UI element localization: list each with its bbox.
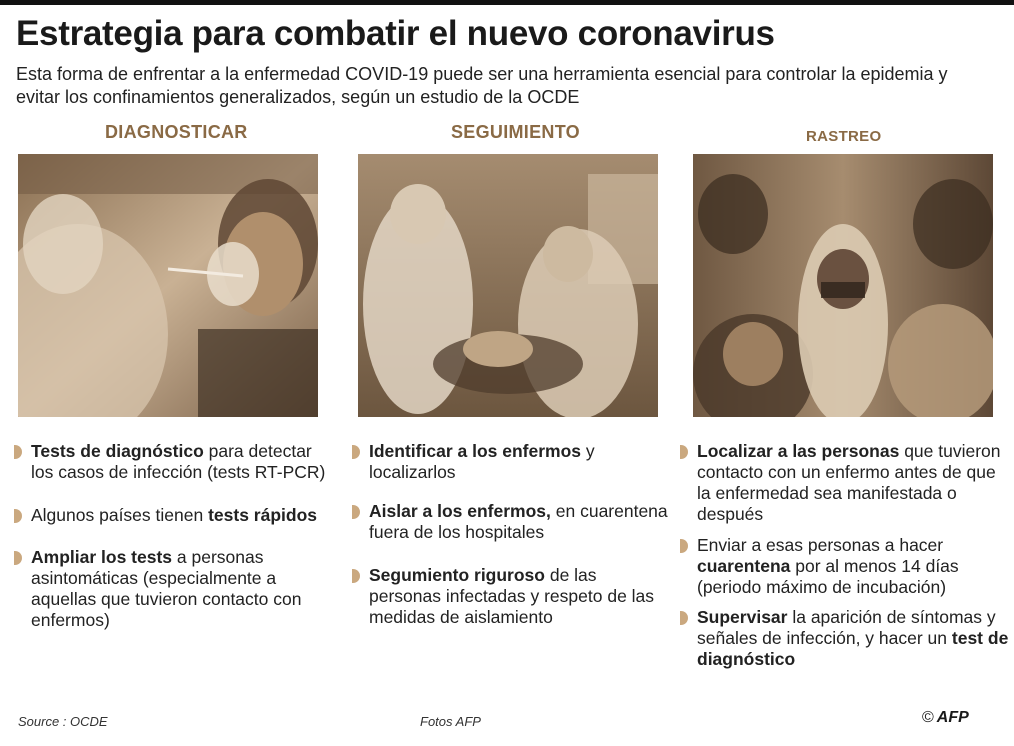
item-text: a personas asintomáticas (especialmente a aquellas que tuvieron contacto con enfermos) [31,547,302,630]
item-text: la aparición de síntomas y señales de infección, y hacer un [697,607,996,648]
page-title: Estrategia para combatir el nuevo coronavirus [16,14,775,53]
item-text: de las personas infectadas y respeto de las medidas de aislamiento [369,565,655,627]
list-item [680,607,1010,670]
photo-credit: Fotos AFP [420,714,481,729]
list-item [352,565,672,628]
item-strong: test de diagnóstico [697,628,1009,669]
list-item [14,547,329,631]
hospital-care-photo [358,154,658,417]
bullet-marker [352,569,360,583]
source-note: Source : OCDE [18,714,108,729]
copyright-symbol: © [922,709,934,726]
item-strong: Aislar a los enfermos, [369,501,551,521]
list-item [680,441,1010,525]
rastreo-list [680,441,1010,670]
bullet-marker [680,539,688,553]
page-subtitle: Esta forma de enfrentar a la enfermedad COVID-19 puede ser una herramienta esencial para controlar la epidemia y evitar los confinamientos generalizados, según un estudio de la OCDE [16,64,948,107]
item-strong: Segumiento riguroso [369,565,545,585]
list-item [352,441,672,483]
list-item [352,501,672,543]
item-strong: tests rápidos [208,505,318,525]
item-text: para detectar los casos de infección (tests RT-PCR) [31,441,326,482]
list-item [680,535,1010,598]
item-text: por al menos 14 días (periodo máximo de incubación) [697,556,959,597]
nasal-swab-photo [18,154,318,417]
column-heading-seguimiento: SEGUIMIENTO [451,122,580,142]
item-text: y localizarlos [369,441,595,482]
bullet-marker [14,445,22,459]
item-strong: cuarentena [697,556,791,576]
column-heading-diagnosticar: DIAGNOSTICAR [105,122,248,142]
agency-name: AFP [936,709,969,726]
bullet-marker [14,509,22,523]
item-strong: Identificar a los enfermos [369,441,582,461]
bullet-marker [680,445,688,459]
item-strong: Ampliar los tests [31,547,173,567]
bullet-marker [680,611,688,625]
item-text: en cuarentena fuera de los hospitales [369,501,668,542]
item-text: Algunos países tienen [31,505,209,525]
bullet-marker [352,445,360,459]
bullet-marker [14,551,22,565]
list-item [14,505,329,526]
item-text: que tuvieron contacto con un enfermo antes de que la enfermedad sea manifestada o después [697,441,1001,524]
list-item [14,441,329,483]
afp-logo [922,709,969,727]
crowd-photo [693,154,993,417]
item-text: Enviar a esas personas a hacer [697,535,944,555]
item-strong: Localizar a las personas [697,441,900,461]
column-heading-rastreo: RASTREO [806,128,882,145]
diagnosticar-list [14,441,329,631]
top-rule [0,0,1014,5]
bullet-marker [352,505,360,519]
item-strong: Tests de diagnóstico [31,441,204,461]
item-strong: Supervisar [697,607,788,627]
seguimiento-list [352,441,672,628]
